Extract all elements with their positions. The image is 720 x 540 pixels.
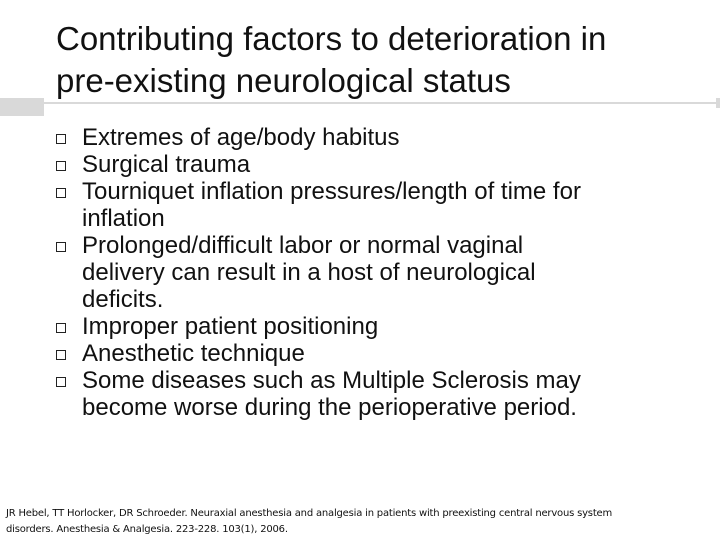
bullet-text-line: deficits. xyxy=(82,286,164,313)
bullet-list xyxy=(56,124,676,421)
bullet-text-line: Surgical trauma xyxy=(82,151,251,178)
reference-line: JR Hebel, TT Horlocker, DR Schroeder. Neuraxial anesthesia and analgesia in patients with preexisting central nervous system xyxy=(6,508,613,519)
bullet-text-line: Anesthetic technique xyxy=(82,340,305,367)
bullet-text-line: Improper patient positioning xyxy=(82,313,379,340)
bullet-item xyxy=(56,124,676,151)
bullet-item xyxy=(56,232,676,313)
bullet-text-line: Tourniquet inflation pressures/length of time for xyxy=(82,178,581,205)
bullet-text-line: inflation xyxy=(82,205,165,232)
bullet-item xyxy=(56,340,676,367)
title-rule-accent xyxy=(0,98,44,116)
hollow-square-bullet-icon xyxy=(56,188,66,198)
bullet-text-line: become worse during the perioperative period. xyxy=(82,394,577,421)
slide-title-line: pre-existing neurological status xyxy=(56,62,511,99)
bullet-item xyxy=(56,151,676,178)
slide-title-line: Contributing factors to deterioration in xyxy=(56,20,607,57)
bullet-text-line: delivery can result in a host of neurological xyxy=(82,259,536,286)
title-rule-end xyxy=(716,98,720,108)
hollow-square-bullet-icon xyxy=(56,161,66,171)
bullet-text-line: Some diseases such as Multiple Sclerosis may xyxy=(82,367,581,394)
hollow-square-bullet-icon xyxy=(56,377,66,387)
slide-title xyxy=(56,18,696,102)
hollow-square-bullet-icon xyxy=(56,323,66,333)
title-rule xyxy=(44,102,720,104)
bullet-text-line: Extremes of age/body habitus xyxy=(82,124,400,151)
hollow-square-bullet-icon xyxy=(56,350,66,360)
bullet-item xyxy=(56,313,676,340)
bullet-text-line: Prolonged/difficult labor or normal vaginal xyxy=(82,232,524,259)
reference-line: disorders. Anesthesia & Analgesia. 223-228. 103(1), 2006. xyxy=(6,524,288,535)
hollow-square-bullet-icon xyxy=(56,134,66,144)
bullet-item xyxy=(56,367,676,421)
hollow-square-bullet-icon xyxy=(56,242,66,252)
bullet-item xyxy=(56,178,676,232)
reference-citation xyxy=(6,506,706,538)
